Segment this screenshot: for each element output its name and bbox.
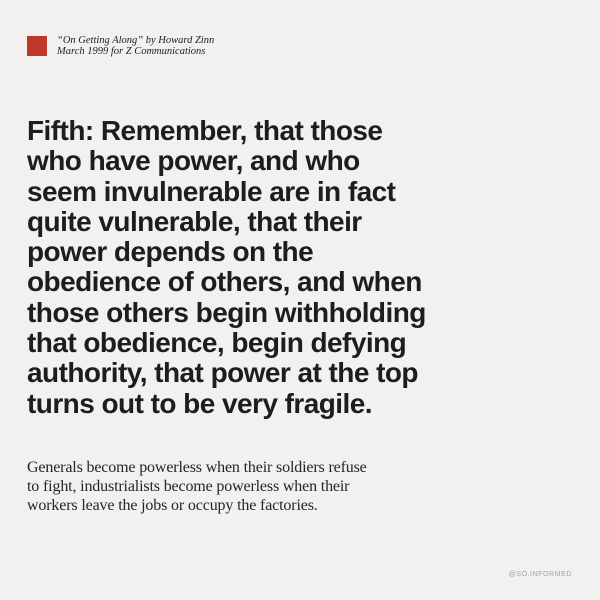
supporting-text-line: to fight, industrialists become powerless when their	[27, 478, 350, 495]
source-title-line: “On Getting Along” by Howard Zinn	[57, 35, 215, 46]
source-text	[57, 35, 214, 57]
quote-line: those others begin withholding	[27, 296, 426, 328]
quote-line: seem invulnerable are in fact	[27, 175, 396, 207]
account-handle: @SO.INFORMED	[508, 569, 572, 578]
red-square-icon	[27, 36, 47, 56]
source-date-line: March 1999 for Z Communications	[57, 46, 206, 57]
quote-line: obedience of others, and when	[27, 266, 422, 298]
source-attribution	[27, 35, 214, 57]
supporting-text-line: workers leave the jobs or occupy the factories.	[27, 497, 318, 514]
quote-line: authority, that power at the top	[27, 357, 418, 389]
quote-line: quite vulnerable, that their	[27, 205, 362, 237]
quote-line: that obedience, begin defying	[27, 327, 407, 359]
quote-line: Fifth: Remember, that those	[27, 115, 383, 146]
quote-line: power depends on the	[27, 236, 314, 268]
supporting-text	[27, 458, 575, 515]
quote-heading	[27, 116, 575, 419]
quote-line: who have power, and who	[27, 145, 360, 177]
quote-line: turns out to be very fragile.	[27, 387, 373, 419]
supporting-text-line: Generals become powerless when their soldiers refuse	[27, 459, 367, 476]
